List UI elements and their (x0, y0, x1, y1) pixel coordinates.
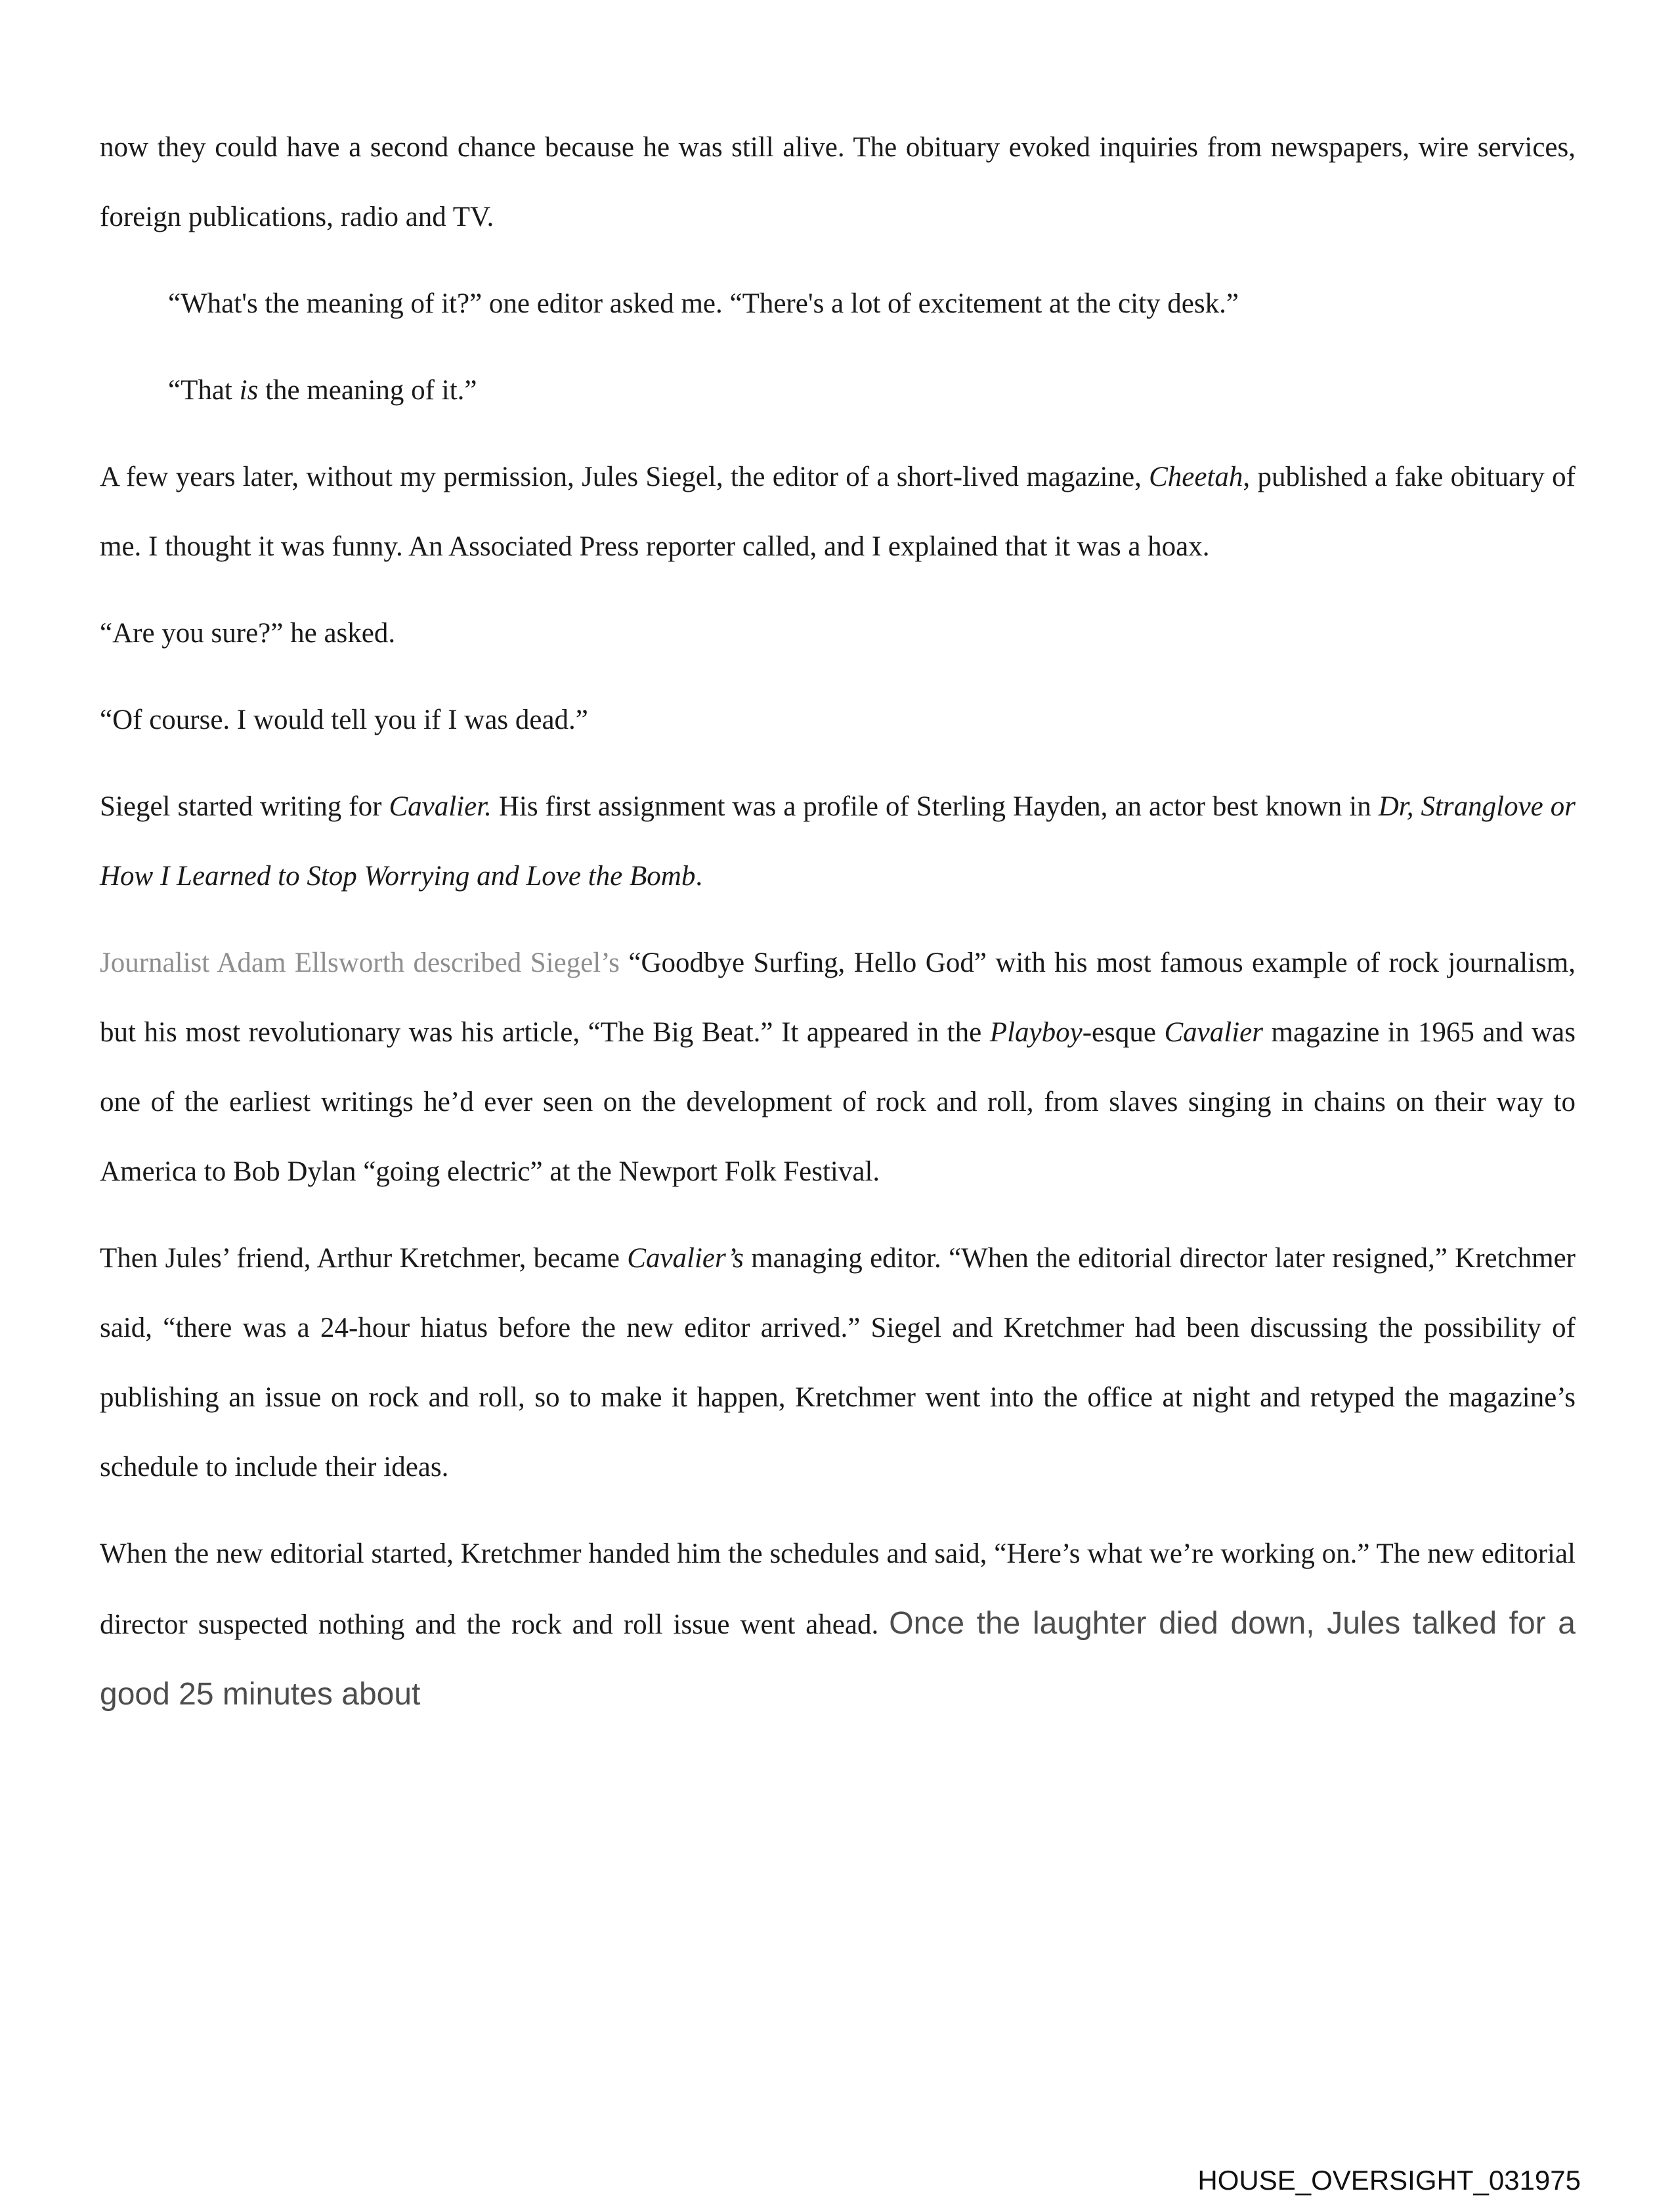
text-run: “Goodbye Surfing, Hello God” with his most famous example of rock journalism, but his most revolutionary was his article, “The Big Beat.” It appeared in the (100, 947, 1576, 1048)
paragraph (100, 599, 1576, 668)
text-run: A few years later, without my permission, Jules Siegel, the editor of a short-lived magazine, (100, 462, 1149, 492)
text-run-italic: is (239, 375, 259, 406)
paragraph (100, 113, 1576, 252)
text-run: , published a fake obituary of me. I thought it was funny. An Associated Press reporter called, and I explained that it was a hoax. (100, 462, 1576, 562)
text-run: managing editor. “When the editorial director later resigned,” Kretchmer said, “there was a 24-hour hiatus before the new editor arrived.” Siegel and Kretchmer had been discussing the possibility of publishing an issue on rock and roll, so to make it happen, Kretchmer went into the office at night and retyped the magazine’s schedule to include their ideas. (100, 1243, 1576, 1483)
text-run: “That (168, 375, 240, 406)
text-run: Then Jules’ friend, Arthur Kretchmer, became (100, 1243, 628, 1274)
text-run: -esque (1082, 1017, 1165, 1048)
text-run: “Are you sure?” he asked. (100, 618, 396, 649)
text-run: now they could have a second chance because he was still alive. The obituary evoked inquiries from newspapers, wire services, foreign publications, radio and TV. (100, 132, 1576, 232)
paragraph (100, 1224, 1576, 1502)
paragraph (100, 443, 1576, 582)
text-run-italic: Cavalier (1164, 1017, 1263, 1048)
text-run: magazine in 1965 and was one of the earliest writings he’d ever seen on the development of rock and roll, from slaves singing in chains on their way to America to Bob Dylan “going electric” at the Newport Folk Festival. (100, 1017, 1576, 1187)
footer-watermark: HOUSE_OVERSIGHT_031975 (1197, 2165, 1581, 2196)
document-body (100, 113, 1576, 1748)
paragraph (100, 772, 1576, 911)
text-run: “What's the meaning of it?” one editor asked me. “There's a lot of excitement at the city desk.” (168, 288, 1239, 319)
paragraph (100, 685, 1576, 755)
text-run: His first assignment was a profile of Sterling Hayden, an actor best known in (491, 791, 1379, 822)
text-run: Siegel started writing for (100, 791, 389, 822)
text-run-italic: Cavalier’s (627, 1243, 744, 1274)
text-run-italic: Dr, Stranglove or How I Learned to Stop Worrying and Love the Bomb (100, 791, 1576, 892)
text-run-italic: Cavalier. (389, 791, 492, 822)
paragraph (100, 1519, 1576, 1731)
paragraph (100, 269, 1576, 339)
text-run: the meaning of it.” (258, 375, 477, 406)
text-run-gray: Journalist Adam Ellsworth described Siegel’s (100, 947, 629, 978)
paragraph (100, 356, 1576, 425)
text-run-italic: Playboy (989, 1017, 1083, 1048)
paragraph (100, 928, 1576, 1207)
text-run: “Of course. I would tell you if I was dead.” (100, 705, 588, 735)
text-run: . (695, 861, 703, 892)
text-run-italic: Cheetah (1149, 462, 1243, 492)
text-run: When the new editorial started, Kretchmer handed him the schedules and said, “Here’s what we’re working on.” The new editorial director suspected nothing and the rock and roll issue went ahead. (100, 1538, 1576, 1640)
text-run-sans: Once the laughter died down, Jules talked for a good 25 minutes about (100, 1606, 1576, 1712)
